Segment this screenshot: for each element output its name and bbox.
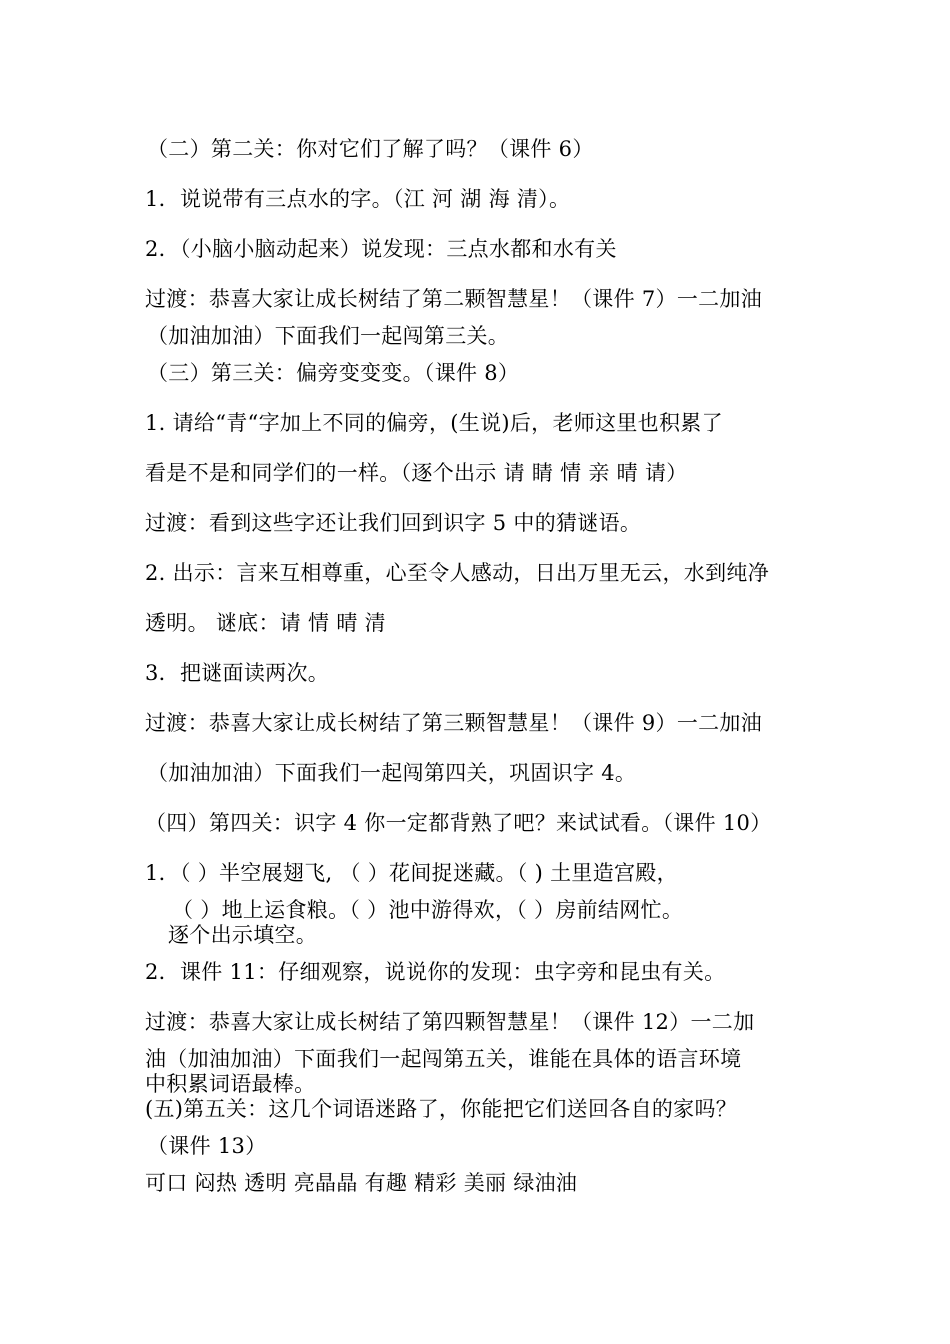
section-3-heading: （三）第三关：偏旁变变变。（课件 8） bbox=[147, 361, 520, 385]
paragraph-line: 1. 请给“青“字加上不同的偏旁，(生说)后，老师这里也积累了 bbox=[145, 411, 723, 435]
transition-line: （加油加油）下面我们一起闯第三关。 bbox=[147, 324, 510, 348]
transition-line: 中积累词语最棒。 bbox=[145, 1072, 316, 1096]
paragraph-line: 3．把谜面读两次。 bbox=[145, 661, 330, 685]
word-list: 可口 闷热 透明 亮晶晶 有趣 精彩 美丽 绿油油 bbox=[145, 1171, 578, 1195]
paragraph-line: 透明。 谜底：请 情 晴 清 bbox=[145, 611, 386, 635]
transition-line: （加油加油）下面我们一起闯第四关，巩固识字 4。 bbox=[147, 761, 637, 785]
paragraph-line: 逐个出示填空。 bbox=[168, 923, 318, 947]
paragraph-line: 2．（小脑小脑动起来）说发现：三点水都和水有关 bbox=[145, 237, 617, 261]
paragraph-line: 2. 出示：言来互相尊重，心至令人感动，日出万里无云，水到纯净 bbox=[145, 561, 770, 585]
section-2-heading: （二）第二关：你对它们了解了吗？（课件 6） bbox=[147, 137, 594, 161]
paragraph-line: 2．课件 11：仔细观察，说说你的发现：虫字旁和昆虫有关。 bbox=[145, 960, 726, 984]
section-5-heading-cont: （课件 13） bbox=[147, 1134, 267, 1158]
transition-line: 油（加油加油）下面我们一起闯第五关，谁能在具体的语言环境 bbox=[145, 1047, 742, 1071]
paragraph-line: （ ）地上运食粮。（ ）池中游得欢，（ ）房前结网忙。 bbox=[172, 898, 684, 922]
section-5-heading: (五)第五关：这几个词语迷路了，你能把它们送回各自的家吗？ bbox=[145, 1097, 738, 1121]
paragraph-line: 1．（ ）半空展翅飞, （ ）花间捉迷藏。（ ) 土里造宫殿， bbox=[145, 861, 678, 885]
transition-line: 过渡：恭喜大家让成长树结了第二颗智慧星！（课件 7）一二加油 bbox=[145, 287, 763, 311]
transition-line: 过渡：看到这些字还让我们回到识字 5 中的猜谜语。 bbox=[145, 511, 642, 535]
transition-line: 过渡：恭喜大家让成长树结了第三颗智慧星！（课件 9）一二加油 bbox=[145, 711, 763, 735]
transition-line: 过渡：恭喜大家让成长树结了第四颗智慧星！（课件 12）一二加 bbox=[145, 1010, 755, 1034]
section-4-heading: （四）第四关：识字 4 你一定都背熟了吧？来试试看。（课件 10） bbox=[145, 811, 772, 835]
paragraph-line: 1．说说带有三点水的字。（江 河 湖 海 清）。 bbox=[145, 187, 571, 211]
paragraph-line: 看是不是和同学们的一样。（逐个出示 请 睛 情 亲 晴 请） bbox=[145, 461, 688, 485]
